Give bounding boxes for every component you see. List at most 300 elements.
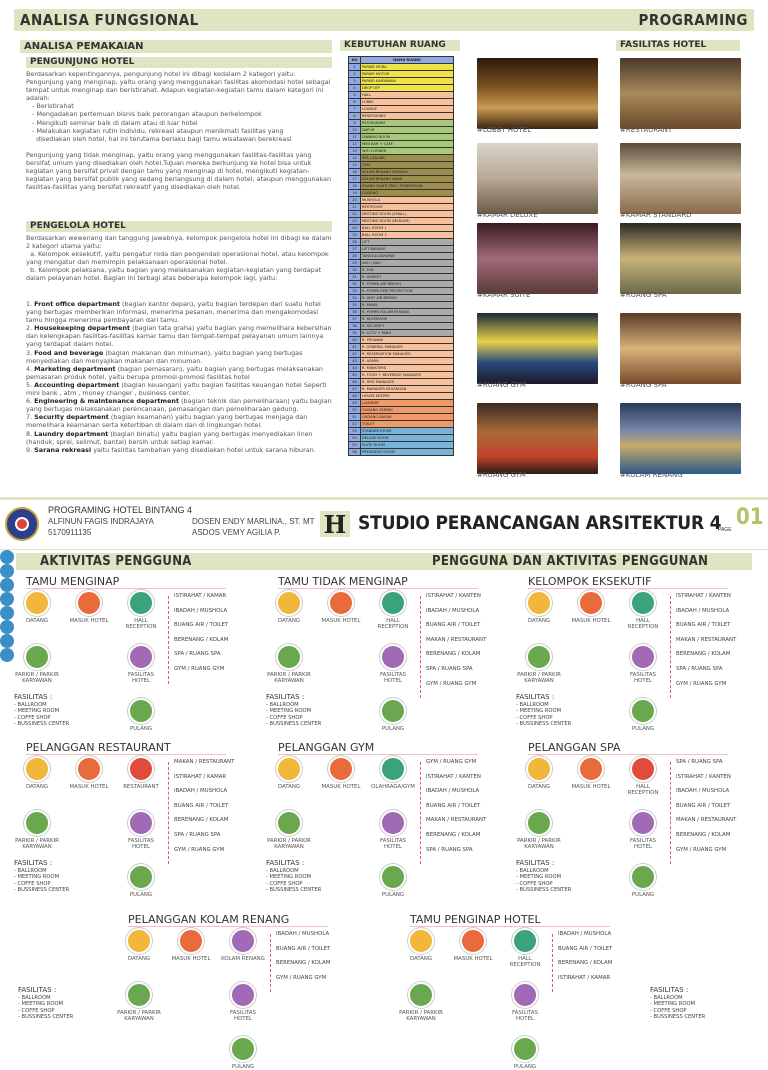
table-row: [349, 211, 454, 218]
fasilitas-title: FASILITAS :: [266, 859, 305, 867]
activity-item: MAKAN / RESTAURANT: [426, 636, 487, 643]
table-cell-name: DINNING ROOM: [361, 134, 454, 141]
masuk-hotel-node-icon: [578, 756, 604, 782]
pengelola-item-number: 1.: [26, 300, 33, 308]
pengelola-item-title: Security department: [34, 413, 109, 422]
table-cell-name: DAPUR: [361, 127, 454, 134]
table-cell-name: R. SECURITY: [361, 323, 454, 330]
masuk-hotel-node-icon: [460, 928, 486, 954]
bottom-panel: [0, 550, 768, 1070]
fasilitas-block: [650, 987, 705, 1021]
pengelola-item-text: (bagian kantor depan), yaitu bagian terdepan dari suatu hotel yang bertugas memberikan informasi, menerima pesanan, menerima dan mengakomodasi tamu hingga menerima pembayaran dari tamu.: [26, 300, 321, 325]
table-row: [349, 407, 454, 414]
pulang-label: PULANG: [513, 1064, 537, 1070]
activity-item: GYM / RUANG GYM: [426, 759, 477, 765]
table-cell-no: 38: [349, 323, 361, 330]
kebutuhan-table-wrap: [348, 56, 454, 456]
table-row: [349, 323, 454, 330]
activity-item: SPA / RUANG SPA: [676, 759, 723, 765]
pengelola-item-text: (bagian tata graha) yaitu bagian yang memelihara kebersihan dan kelengkapan fasilitas-fasilitas kamar tamu dan tempat-tempat pelayanan umum lainnya yang terdapat dalam hotel.: [26, 324, 332, 349]
datang-node-icon: [24, 590, 50, 616]
table-row: [349, 365, 454, 372]
table-cell-name: RESEPSIONIS: [361, 113, 454, 120]
pulang-node-icon: [380, 698, 406, 724]
table-cell-name: R. PLN: [361, 267, 454, 274]
table-cell-name: R. RESERVATION MANAGER: [361, 351, 454, 358]
parkir-label: PARKIR / PARKIR KARYAWAN: [399, 1010, 443, 1022]
table-cell-no: 7: [349, 106, 361, 113]
parkir-label: PARKIR / PARKIR KARYAWAN: [517, 672, 561, 684]
pengelola-item: [26, 324, 332, 348]
photo-caption: #KOLAM RENANG: [620, 471, 683, 479]
band-nim: 5170911135: [48, 528, 92, 537]
table-row: [349, 379, 454, 386]
datang-node-icon: [126, 928, 152, 954]
table-cell-name: AHU / BAU: [361, 260, 454, 267]
parkir-node-icon: [24, 644, 50, 670]
fasilitas-block: [516, 694, 571, 728]
group-title: KELOMPOK EKSEKUTIF: [528, 575, 652, 588]
activity-item: BUANG AIR / TOILET: [426, 802, 481, 809]
table-cell-name: R. HRD MANAGER: [361, 379, 454, 386]
activity-item: ISTIRAHAT / KAMAR: [558, 974, 611, 981]
facility-photo: [477, 403, 598, 474]
fasilitas-title: FASILITAS :: [516, 693, 555, 701]
table-cell-name: PARKIR MOBIL: [361, 64, 454, 71]
facility-photo: [620, 143, 741, 214]
activity-item: BERENANG / KOLAM: [676, 832, 731, 838]
table-cell-name: R. POMPA FIRE PROTECTION: [361, 288, 454, 295]
pengelola-item-text: (bagian keamanan) yaitu bagian yang bertugas menjaga dan memelihara keamanan serta ketertiban di dalam dan di lingkungan hotel.: [26, 413, 308, 430]
table-cell-no: 35: [349, 302, 361, 309]
pulang-node-icon: [512, 1036, 538, 1062]
activity-connector: [552, 934, 553, 992]
activity-item: MAKAN / RESTAURANT: [174, 759, 235, 765]
table-cell-name: R. FOOD + BEVERAGE MANAGER: [361, 372, 454, 379]
table-cell-name: SUITE ROOM: [361, 442, 454, 449]
parkir-node-icon: [408, 982, 434, 1008]
datang-label: DATANG: [277, 784, 301, 790]
table-cell-no: 53: [349, 428, 361, 435]
pengelola-intro: Berdasarkan wewenang dan tanggung jawabnya, kelompok pengelola hotel ini dibagi ke dalam 2 kategori utama yaitu: a. Kelompok eksekutif, yaitu pengatur roda dan pengendali operasional hotel, atau kelompok yang mengatur dan memimpin pelaksanaan operasional hotel. b. Kelompok pelaksana, yaitu bagian yang melaksanakan kegiatan-kegiatan yang terdapat dalam pelayanan hotel. Bagian ini terbagi atas beberapa kelompok lagi, yaitu:: [26, 234, 332, 283]
table-cell-no: 6: [349, 99, 361, 106]
table-row: [349, 267, 454, 274]
datang-label: DATANG: [409, 956, 433, 962]
activity-item: SPA / RUANG SPA: [174, 832, 221, 838]
photo-caption: #LOBBY HOTEL: [477, 126, 532, 134]
activity-item: SPA / RUANG SPA: [174, 651, 221, 658]
table-cell-name: LIFT BARANG: [361, 246, 454, 253]
table-cell-name: LOUNGE: [361, 106, 454, 113]
table-cell-no: 33: [349, 288, 361, 295]
fasilitas-clock-icon: [230, 982, 256, 1008]
table-cell-name: RESTAURANT: [361, 120, 454, 127]
table-cell-name: HALL: [361, 92, 454, 99]
table-cell-no: 9: [349, 120, 361, 127]
pengelola-item-text: (bagian binatu) yaitu bagian yang bertugas menyediakan linen (handuk, sprei, selimut, bantal) bersih untuk setiap kamar.: [26, 429, 313, 446]
parkir-label: PARKIR / PARKIR KARYAWAN: [117, 1010, 161, 1022]
table-row: [349, 281, 454, 288]
datang-label: DATANG: [127, 956, 151, 962]
fasilitas-title: FASILITAS :: [266, 693, 305, 701]
fasilitas-clock-icon: [512, 982, 538, 1008]
pengelola-item-title: Engineering & maintenance department: [34, 397, 180, 406]
header-right-title: PROGRAMING: [638, 11, 748, 29]
pengelola-item: [26, 349, 332, 365]
facility-photo: [477, 143, 598, 214]
table-cell-no: 14: [349, 155, 361, 162]
parkir-node-icon: [24, 810, 50, 836]
facility-photo: [477, 223, 598, 294]
section-analisa-pemakaian: ANALISA PEMAKAIAN: [20, 40, 332, 53]
table-row: [349, 386, 454, 393]
table-row: [349, 85, 454, 92]
pengelola-item-title: Marketing department: [34, 364, 116, 373]
activity-item: BERENANG / KOLAM: [174, 636, 229, 643]
datang-node-icon: [276, 590, 302, 616]
activity-item: IBADAH / MUSHOLA: [676, 788, 730, 795]
pulang-label: PULANG: [129, 892, 153, 898]
activity-connector: [168, 762, 169, 864]
band-name: ALFINUN FAGIS INDRAJAYA: [48, 517, 154, 526]
table-row: [349, 302, 454, 309]
activity-item: IBADAH / MUSHOLA: [558, 931, 612, 937]
pulang-node-icon: [630, 864, 656, 890]
location-pin-icon: [0, 634, 14, 648]
pengelola-item-title: Sarana rekreasi: [34, 445, 92, 454]
activity-item: BUANG AIR / TOILET: [174, 802, 229, 809]
page-number: 01: [736, 505, 764, 530]
activity-item: ISTIRAHAT / KANTEN: [676, 593, 731, 599]
fasilitas-list: - BALLROOM - MEETING ROOM - COFFE SHOP - BUSSINESS CENTER: [516, 867, 572, 893]
activity-item: BUANG AIR / TOILET: [676, 622, 731, 629]
activity-item: MAKAN / RESTAURANT: [426, 817, 487, 824]
activity-item: BUANG AIR / TOILET: [174, 622, 229, 629]
pengelola-item-title: Housekeeping department: [34, 324, 131, 333]
table-row: [349, 400, 454, 407]
table-cell-no: 2: [349, 71, 361, 78]
activity-item: GYM / RUANG GYM: [426, 680, 477, 687]
fasilitas-list: - BALLROOM - MEETING ROOM - COFFE SHOP - BUSSINESS CENTER: [14, 867, 70, 893]
activity-item: BERENANG / KOLAM: [276, 960, 331, 967]
location-pin-icon: [0, 620, 14, 634]
activity-connector: [670, 596, 671, 698]
table-cell-name: PRESIDENT ROOM: [361, 449, 454, 456]
pengelola-title: PENGELOLA HOTEL: [26, 221, 332, 232]
pulang-label: PULANG: [381, 726, 405, 732]
facility-photo: [477, 58, 598, 129]
table-cell-name: TOILET: [361, 421, 454, 428]
table-cell-name: PARKIR MOTOR: [361, 71, 454, 78]
table-cell-no: 5: [349, 92, 361, 99]
datang-label: DATANG: [25, 784, 49, 790]
fasilitas-clock-icon: [128, 810, 154, 836]
table-cell-name: LAUNDRY: [361, 400, 454, 407]
activity-item: IBADAH / MUSHOLA: [426, 607, 480, 614]
table-row: [349, 162, 454, 169]
masuk-hotel-label: MASUK HOTEL: [321, 618, 361, 624]
third-node-label: KOLAM RENANG: [221, 956, 265, 962]
fasilitas-block: [14, 694, 69, 728]
activity-item: IBADAH / MUSHOLA: [426, 788, 480, 795]
table-cell-no: 13: [349, 148, 361, 155]
location-pin-icon: [0, 648, 14, 662]
table-cell-name: R. POMPA KOLAM RENANG: [361, 309, 454, 316]
pengunjung-title: PENGUNJUNG HOTEL: [26, 57, 332, 68]
table-row: [349, 71, 454, 78]
pengelola-item-text: (bagian teknik dan pemeliharaan) yaitu bagian yang bertugas melaksanakan perencanaan, pemasangan dan pemeliharaan gedung.: [26, 397, 332, 414]
group-underline: [410, 926, 610, 927]
table-row: [349, 253, 454, 260]
datang-node-icon: [276, 756, 302, 782]
third-node-label: RESTAURANT: [123, 784, 159, 790]
table-row: [349, 232, 454, 239]
fasilitas-title: FASILITAS :: [516, 859, 555, 867]
facility-photo: [620, 313, 741, 384]
masuk-hotel-node-icon: [328, 590, 354, 616]
table-row: [349, 92, 454, 99]
fasilitas-hotel-label: FASILITAS HOTEL: [128, 672, 154, 684]
table-cell-no: 47: [349, 386, 361, 393]
table-row: [349, 176, 454, 183]
fasilitas-block: [516, 860, 571, 894]
pulang-node-icon: [128, 864, 154, 890]
table-cell-no: 44: [349, 365, 361, 372]
facility-photo: [477, 313, 598, 384]
table-cell-no: 8: [349, 113, 361, 120]
pengelola-item: [26, 430, 332, 446]
table-cell-no: 17: [349, 176, 361, 183]
table-cell-no: 12: [349, 141, 361, 148]
table-row: [349, 393, 454, 400]
table-cell-name: GUDANG KERING: [361, 407, 454, 414]
parkir-label: PARKIR / PARKIR KARYAWAN: [267, 838, 311, 850]
band-title: PROGRAMING HOTEL BINTANG 4: [48, 505, 193, 515]
group-title: TAMU PENGINAP HOTEL: [410, 913, 541, 926]
masuk-hotel-node-icon: [76, 756, 102, 782]
table-cell-no: 27: [349, 246, 361, 253]
table-cell-no: 3: [349, 78, 361, 85]
facility-photo: [620, 403, 741, 474]
pengelola-item-number: 3.: [26, 348, 33, 357]
band-asdos: ASDOS VEMY AGILIA P.: [192, 528, 281, 537]
fasilitas-clock-icon: [630, 644, 656, 670]
parkir-node-icon: [526, 644, 552, 670]
masuk-hotel-label: MASUK HOTEL: [69, 784, 109, 790]
activity-item: GYM / RUANG GYM: [174, 846, 225, 853]
datang-node-icon: [408, 928, 434, 954]
section-fasilitas-hotel: FASILITAS HOTEL: [616, 40, 740, 51]
third-node-label: HALL RECEPTION: [125, 618, 157, 630]
table-cell-no: 49: [349, 400, 361, 407]
pulang-label: PULANG: [381, 892, 405, 898]
table-row: [349, 372, 454, 379]
fasilitas-title: FASILITAS :: [14, 693, 53, 701]
table-cell-no: 19: [349, 190, 361, 197]
pulang-node-icon: [380, 864, 406, 890]
pengelola-item-text: (bagian makanan dan minuman), yaitu bagian yang bertugas menyediakan dan menyajikan makanan dan minuman.: [26, 348, 303, 365]
activity-item: GYM / RUANG GYM: [676, 680, 727, 687]
activity-item: IBADAH / MUSHOLA: [174, 607, 228, 614]
masuk-hotel-label: MASUK HOTEL: [453, 956, 493, 962]
datang-label: DATANG: [527, 618, 551, 624]
table-row: [349, 113, 454, 120]
fasilitas-block: [266, 860, 321, 894]
table-row: [349, 64, 454, 71]
studio-title: STUDIO PERANCANGAN ARSITEKTUR 4: [358, 512, 722, 534]
third-node-icon: [380, 590, 406, 616]
studio-logo: H: [320, 511, 350, 537]
fasilitas-block: [14, 860, 69, 894]
activity-item: BERENANG / KOLAM: [558, 960, 613, 967]
photo-caption: #RUANG SPA: [620, 291, 667, 299]
photo-caption: #KAMAR DELUXE: [477, 211, 538, 219]
table-cell-name: GUDANG: [361, 190, 454, 197]
activity-connector: [670, 762, 671, 864]
table-cell-name: R. POMPA AIR BERSIH: [361, 281, 454, 288]
pengelola-item-title: Accounting department: [34, 380, 120, 389]
pulang-node-icon: [630, 698, 656, 724]
table-row: [349, 99, 454, 106]
third-node-icon: [630, 756, 656, 782]
pengelola-item-title: Front office department: [34, 300, 120, 308]
activity-item: MAKAN / RESTAURANT: [676, 636, 737, 643]
pengelola-item-number: 4.: [26, 364, 33, 373]
table-cell-name: R. MANAGER KEUANGAN: [361, 386, 454, 393]
table-cell-no: 28: [349, 253, 361, 260]
table-cell-no: 42: [349, 351, 361, 358]
activity-connector: [420, 762, 421, 864]
table-cell-no: 16: [349, 169, 361, 176]
table-row: [349, 218, 454, 225]
pengelola-item-number: 6.: [26, 397, 33, 406]
table-row: [349, 421, 454, 428]
photo-caption: #KAMAR SUITE: [477, 291, 531, 299]
university-logo-icon: [5, 507, 39, 541]
table-row: [349, 155, 454, 162]
table-cell-no: 36: [349, 309, 361, 316]
table-cell-name: LOBBY: [361, 99, 454, 106]
table-cell-name: R. CCTV + PABX: [361, 330, 454, 337]
pengelola-item-text: (bagian pemasaran), yaitu bagian yang bertugas melaksanakan pemasaran produk hotel, yaitu berupa promosi-promosi fasilitas hotel: [26, 364, 323, 381]
activity-item: MAKAN / RESTAURANT: [676, 817, 737, 824]
table-row: [349, 127, 454, 134]
activity-connector: [270, 934, 271, 992]
table-cell-name: R. GENERAL MANAGER: [361, 344, 454, 351]
group-title: PELANGGAN GYM: [278, 741, 375, 754]
table-cell-name: MEETING ROOM (MEDIUM): [361, 218, 454, 225]
bottom-left-title: AKTIVITAS PENGGUNA: [40, 554, 192, 569]
photo-caption: #RUANG GYM: [477, 381, 526, 389]
group-title: PELANGGAN KOLAM RENANG: [128, 913, 290, 926]
parkir-label: PARKIR / PARKIR KARYAWAN: [267, 672, 311, 684]
table-cell-name: HOUSE KEEPER: [361, 393, 454, 400]
table-row: [349, 120, 454, 127]
fasilitas-list: - BALLROOM - MEETING ROOM - COFFE SHOP - BUSSINESS CENTER: [516, 701, 572, 727]
table-cell-name: R. UNIT AIR BERSIH: [361, 295, 454, 302]
table-row: [349, 225, 454, 232]
table-cell-no: 31: [349, 274, 361, 281]
pengelola-item-number: 9.: [26, 445, 33, 454]
table-cell-name: LIFT: [361, 239, 454, 246]
photo-caption: #RUANG GYM: [477, 471, 526, 479]
table-row: [349, 260, 454, 267]
bottom-right-title: PENGGUNA DAN AKTIVITAS PENGGUNAN: [432, 554, 709, 569]
table-row: [349, 246, 454, 253]
table-row: [349, 414, 454, 421]
fasilitas-list: - BALLROOM - MEETING ROOM - COFFE SHOP - BUSSINESS CENTER: [650, 994, 706, 1020]
activity-item: SPA / RUANG SPA: [426, 666, 473, 672]
pengelola-item: [26, 446, 332, 454]
datang-label: DATANG: [25, 618, 49, 624]
table-cell-no: 26: [349, 239, 361, 246]
pulang-label: PULANG: [129, 726, 153, 732]
pengelola-item-number: 8.: [26, 429, 33, 438]
activity-item: GYM / RUANG GYM: [276, 974, 327, 981]
location-pin-icon: [0, 550, 14, 564]
table-cell-name: RESTROOM: [361, 204, 454, 211]
fasilitas-block: [18, 987, 73, 1021]
table-row: [349, 309, 454, 316]
masuk-hotel-label: MASUK HOTEL: [69, 618, 109, 624]
table-cell-no: 52: [349, 421, 361, 428]
pengelola-item-text: (bagian keuangan) yaitu bagian fasilitas keuangan hotel Seperti mini bank , atm , money changer , business center.: [26, 380, 327, 398]
pengelola-item: [26, 397, 332, 413]
table-cell-no: 40: [349, 337, 361, 344]
parkir-node-icon: [276, 810, 302, 836]
table-cell-no: 10: [349, 127, 361, 134]
pulang-label: PULANG: [231, 1064, 255, 1070]
activity-item: ISTIRAHAT / KANTEN: [676, 773, 731, 780]
table-row: [349, 288, 454, 295]
fasilitas-clock-icon: [380, 644, 406, 670]
third-node-label: HALL RECEPTION: [509, 956, 541, 968]
pengunjung-text: Berdasarkan kepentingannya, pengunjung hotel ini dibagi kedalam 2 kategori yaitu: Pengunjung yang menginap, yaitu orang yang menggunakan fasilitas akomodasi hotel sebagai tempat untuk menginap dan beristirahat. Adapun kegiatan-kegiatan tamu dalam kategori ini adalah: - Beristirahat - Mengadakan pertemuan bisnis baik perorangan ataupun berkelompok - Mengikuti seminar baik di dalam atau di luar hotel - Melakukan kegiatan rutin individu, rekreasi ataupun menikmati fasilitas yang disediakan oleh hotel, hal ini terutama berlaku bagi tamu wisatawan berekreasi Pengunjung yang tidak menginap, yaitu orang yang menggunakan fasilitas-fasilitas yang bersifat umum yang disediakan oleh hotel.Tujuan mereka berkunjung ke hotel bisa untuk kegiatan yang bersifat privat dengan tamu yang menginap di hotel, mengikuti kegiatan-kegiatan yang bersifat publik yang sedang berlangsung di dalam hotel, ataupun menggunakan fasilitas-fasilitas yang bersifat rekreatif yang disediakan oleh hotel.: [26, 70, 331, 192]
table-row: [349, 337, 454, 344]
pengelola-item: [26, 381, 332, 397]
table-cell-no: 22: [349, 211, 361, 218]
table-row: [349, 204, 454, 211]
datang-node-icon: [526, 756, 552, 782]
table-row: [349, 358, 454, 365]
table-cell-no: 32: [349, 281, 361, 288]
table-row: [349, 316, 454, 323]
table-row: [349, 344, 454, 351]
pengelola-item: [26, 300, 332, 324]
location-pin-icon: [0, 592, 14, 606]
table-cell-name: DROP OFF: [361, 85, 454, 92]
fasilitas-list: - BALLROOM - MEETING ROOM - COFFE SHOP - BUSSINESS CENTER: [266, 701, 322, 727]
table-row: [349, 141, 454, 148]
table-row: [349, 190, 454, 197]
parkir-node-icon: [526, 810, 552, 836]
masuk-hotel-node-icon: [578, 590, 604, 616]
table-cell-no: 29: [349, 260, 361, 267]
table-cell-name: DELUXE ROOM: [361, 435, 454, 442]
group-underline: [128, 926, 328, 927]
fasilitas-hotel-label: FASILITAS HOTEL: [512, 1010, 538, 1022]
table-cell-name: GUDANG BASAH: [361, 414, 454, 421]
table-cell-no: 21: [349, 204, 361, 211]
masuk-hotel-label: MASUK HOTEL: [571, 618, 611, 624]
table-cell-no: 34: [349, 295, 361, 302]
group-underline: [26, 754, 226, 755]
table-cell-no: 15: [349, 162, 361, 169]
activity-item: IBADAH / MUSHOLA: [174, 788, 228, 795]
table-cell-no: 37: [349, 316, 361, 323]
datang-label: DATANG: [277, 618, 301, 624]
activity-connector: [168, 596, 169, 684]
